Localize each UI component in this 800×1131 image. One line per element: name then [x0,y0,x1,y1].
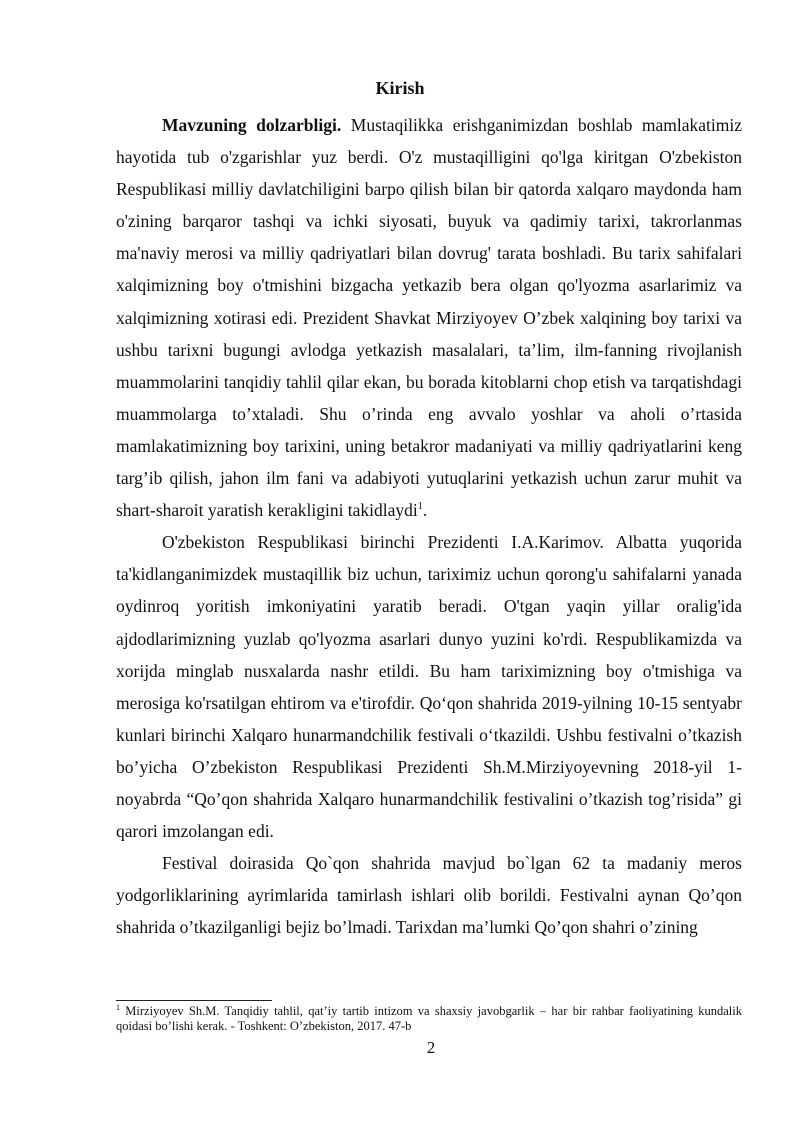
footnote [116,1004,742,1034]
paragraph-relevance [116,109,742,526]
body-text [116,109,742,943]
paragraph-karimov: O'zbekiston Respublikasi birinchi Prezidenti I.A.Karimov. Albatta yuqorida ta'kidlanganimizdek mustaqillik biz uchun, tariximiz uchun qorong'u sahifalarni yanada oydinroq yoritish imkoniyatini yaratib beradi. O'tgan yaqin yillar oralig'ida ajdodlarimizning yuzlab qo'lyozma asarlari dunyo yuzini ko'rdi. Respublikamizda va xorijda minglab nusxalarda nashr etildi. Bu ham tariximizning boy o'tmishiga va merosiga ko'rsatilgan ehtirom va e'tirofdir. Qo‘qon shahrida 2019-yilning 10-15 sentyabr kunlari birinchi Xalqaro hunarmandchilik festivali o‘tkazildi. Ushbu festivalni o’tkazish bo’yicha O’zbekiston Respublikasi Prezidenti Sh.M.Mirziyoyevning 2018-yil 1-noyabrda “Qo’qon shahrida Xalqaro hunarmandchilik festivalini o’tkazish tog’risida” gi qarori imzolangan edi. [116,532,742,842]
paragraph-festival: Festival doirasida Qo`qon shahrida mavjud bo`lgan 62 ta madaniy meros yodgorliklarining ayrimlarida tamirlash ishlari olib borildi. Festivalni aynan Qo’qon shahrida o’tkazilganligi bejiz bo’lmadi. Tarixdan ma’lumki Qo’qon shahri o’zining [116,853,742,938]
footnote-divider [116,1000,272,1001]
footnote-reference[interactable]: 1 [417,501,423,513]
paragraph-relevance-text: Mustaqilikka erishganimizdan boshlab mamlakatimiz hayotida tub o'zgarishlar yuz berdi. O'z mustaqilligini qo'lga kiritgan O'zbekiston Respublikasi milliy davlatchiligini barpo qilish bilan bir qatorda xalqaro maydonda ham o'zining barqaror tashqi va ichki siyosati, buyuk va qadimiy tarixi, takrorlanmas ma'naviy merosi va milliy qadriyatlari bilan dovrug' tarata boshladi. Bu tarix sahifalari xalqimizning boy o'tmishini bizgacha yetkazib bera olgan qo'lyozma asarlarimiz va xalqimizning xotirasi edi. Prezident Shavkat Mirziyoyev O’zbek xalqining boy tarixi va ushbu tarixni bugungi avlodga yetkazish masalalari, ta’lim, ilm-fanning rivojlanish muammolarini tanqidiy tahlil qilar ekan, bu borada kitoblarni chop etish va tarqatishdagi muammolarga to’xtaladi. Shu o’rinda eng avvalo yoshlar va aholi o’rtasida mamlakatimizning boy tarixini, uning betakror madaniyati va milliy qadriyatlarini keng targ’ib qilish, jahon ilm fani va adabiyoti yutuqlarini yetkazish uchun zarur muhit va shart-sharoit yaratish kerakligini takidlaydi [116,115,742,521]
section-title: Kirish [375,78,425,98]
page-number: 2 [426,1038,436,1057]
paragraph-relevance-end: . [422,500,428,521]
footnote-marker: 1 [116,1002,120,1012]
footnote-text: Mirziyoyev Sh.M. Tanqidiy tahlil, qat’iy tartib intizom va shaxsiy javobgarlik – har bir rahbar faoliyatining kundalik qoidasi bo’lishi kerak. - Toshkent: O’zbekiston, 2017. 47-b [116,1004,742,1033]
relevance-heading: Mavzuning dolzarbligi. [162,115,342,135]
